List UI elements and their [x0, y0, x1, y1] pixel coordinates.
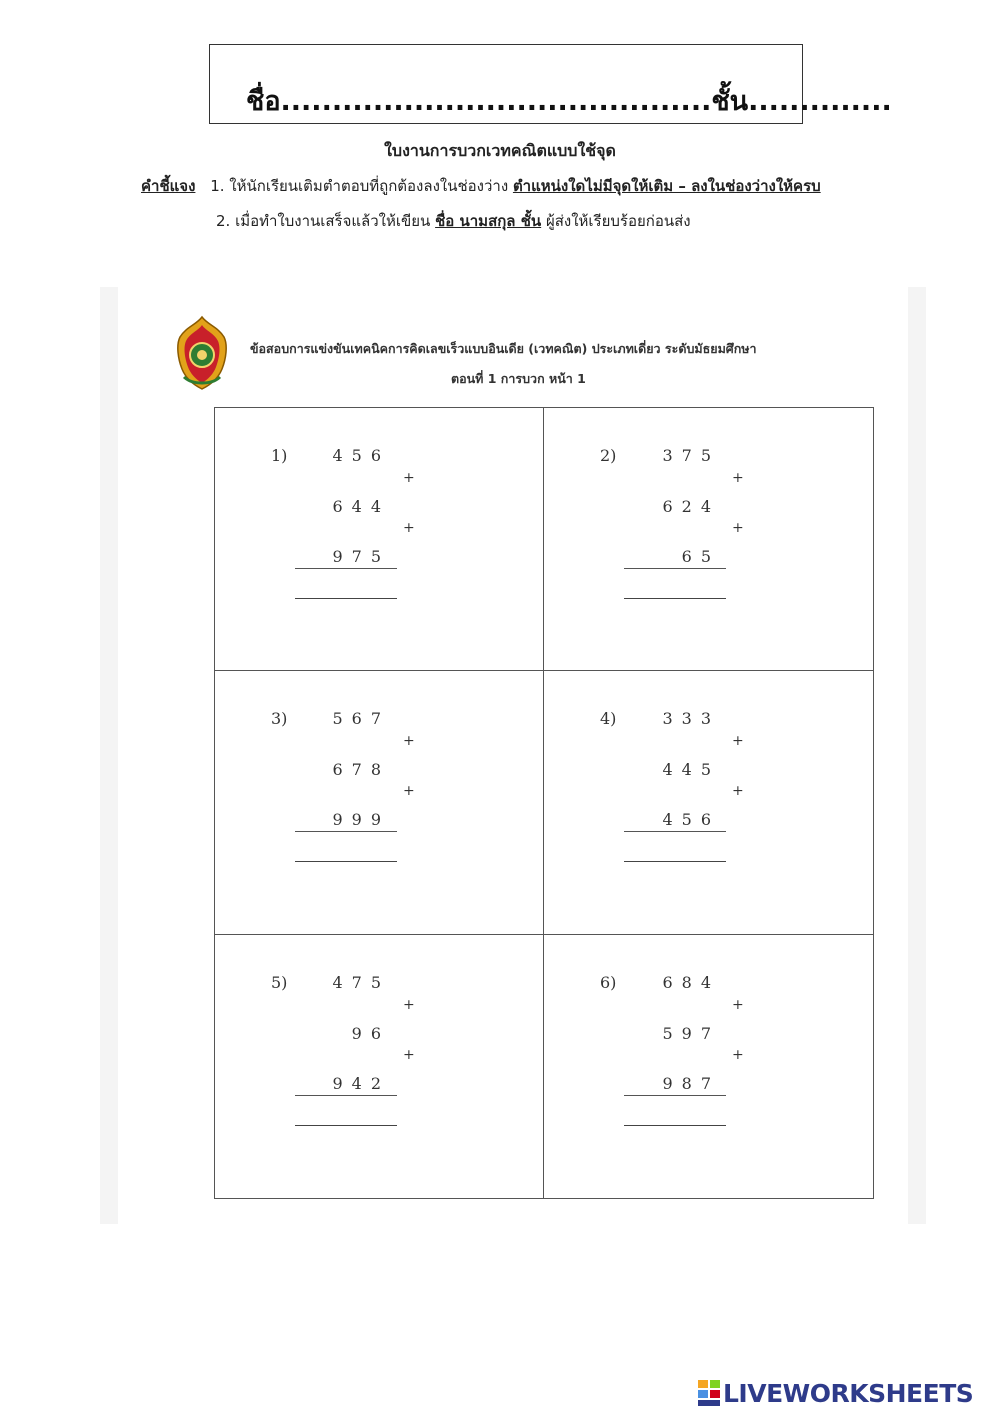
plus-sign: + — [732, 520, 744, 536]
answer-line — [624, 861, 726, 862]
addend-2: 597 — [662, 1023, 720, 1043]
problem-number: 4) — [600, 709, 617, 729]
addend-2: 644 — [332, 497, 390, 516]
school-emblem-icon — [174, 315, 230, 391]
sheet-title: ใบงานการบวกเวทคณิตแบบใช้จุด — [384, 141, 616, 160]
addend-3: 999 — [332, 810, 390, 830]
addend-2: 96 — [351, 1023, 390, 1043]
plus-sign: + — [403, 1046, 415, 1063]
addend-2: 678 — [332, 760, 390, 780]
addend-2: 445 — [662, 760, 720, 780]
instruction-label: คำชี้แจง — [141, 177, 196, 195]
instruction-2-emphasis: ชื่อ นามสกุล ชั้น — [435, 212, 542, 230]
sum-rule — [295, 1095, 397, 1096]
addend-1: 684 — [662, 972, 720, 992]
answer-line — [624, 1125, 726, 1126]
problem-cell-3 — [215, 671, 544, 934]
answer-line — [295, 1125, 397, 1126]
instruction-line-2 — [216, 209, 691, 233]
addend-1: 456 — [332, 446, 390, 465]
name-class-box — [209, 44, 892, 124]
addend-3: 942 — [332, 1073, 390, 1093]
addend-1: 333 — [662, 709, 720, 729]
problem-number: 6) — [600, 972, 617, 992]
plus-sign: + — [403, 996, 415, 1013]
addend-3: 987 — [662, 1073, 720, 1093]
plus-sign: + — [403, 733, 415, 750]
plus-sign: + — [403, 783, 415, 800]
answer-line — [295, 861, 397, 862]
plus-sign: + — [732, 996, 744, 1013]
plus-sign: + — [732, 733, 744, 750]
problem-number: 5) — [271, 972, 288, 992]
plus-sign: + — [403, 520, 415, 536]
problem-number: 2) — [600, 446, 617, 465]
sum-rule — [624, 1095, 726, 1096]
liveworksheets-logo-icon — [697, 1378, 721, 1408]
addend-3: 456 — [662, 810, 720, 830]
instruction-2-suffix: ผู้ส่งให้เรียบร้อยก่อนส่ง — [545, 212, 691, 230]
plus-sign: + — [732, 470, 744, 486]
problem-number: 1) — [271, 446, 288, 465]
instruction-1-text: 1. ให้นักเรียนเติมตำตอบที่ถูกต้องลงในช่องว่าง — [210, 177, 509, 195]
addend-1: 567 — [332, 709, 390, 729]
plus-sign: + — [732, 783, 744, 800]
problem-grid — [214, 407, 874, 1199]
sum-rule — [624, 568, 726, 569]
answer-line — [624, 598, 726, 599]
liveworksheets-brand: LIVEWORKSHEETS — [723, 1378, 974, 1408]
instruction-1-emphasis: ตำแหน่งใดไม่มีจุดให้เติม – ลงในช่องว่างให้ครบ — [512, 177, 821, 195]
sum-rule — [295, 831, 397, 832]
document-heading: ข้อสอบการแข่งขันเทคนิคการคิดเลขเร็วแบบอินเดีย (เวทคณิต) ประเภทเดี่ยว ระดับมัธยมศึกษา — [250, 341, 757, 356]
problem-cell-2 — [544, 408, 873, 671]
sum-rule — [295, 568, 397, 569]
scanned-worksheet-image — [100, 287, 926, 1224]
problem-cell-1 — [215, 408, 544, 671]
document-subheading: ตอนที่ 1 การบวก หน้า 1 — [451, 371, 586, 386]
addend-3: 975 — [332, 547, 390, 566]
addend-1: 475 — [332, 972, 390, 992]
problem-cell-5 — [215, 935, 544, 1198]
sum-rule — [624, 831, 726, 832]
addend-1: 375 — [662, 446, 720, 465]
scanned-page — [118, 287, 908, 1224]
problem-number: 3) — [271, 709, 288, 729]
answer-line — [295, 598, 397, 599]
instruction-line-1 — [141, 174, 821, 198]
name-class-line: ชื่อ..........................................ชั้น.............. — [246, 86, 892, 117]
addend-2: 624 — [662, 497, 720, 516]
plus-sign: + — [403, 470, 415, 486]
problem-cell-6 — [544, 935, 873, 1198]
problem-cell-4 — [544, 671, 873, 934]
addend-3: 65 — [681, 547, 720, 566]
instruction-2-prefix: 2. เมื่อทำใบงานเสร็จแล้วให้เขียน — [216, 212, 431, 230]
liveworksheets-logo[interactable] — [697, 1375, 973, 1411]
plus-sign: + — [732, 1046, 744, 1063]
